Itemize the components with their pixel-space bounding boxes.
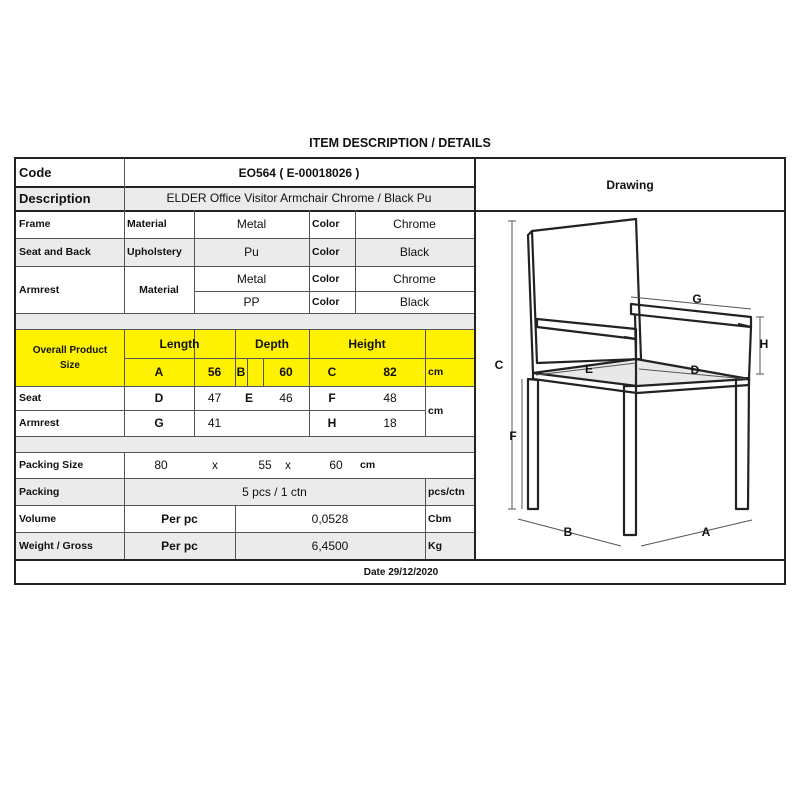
seat-dim-label: Seat bbox=[19, 392, 42, 404]
packing-size-width: 55 bbox=[258, 458, 272, 472]
volume-value: 0,0528 bbox=[311, 511, 349, 526]
frame-color: Chrome bbox=[393, 217, 436, 231]
seat-f-label: F bbox=[328, 391, 336, 405]
armrest-color-label-2: Color bbox=[312, 296, 340, 308]
overall-c-label: C bbox=[327, 365, 337, 379]
seat-back-upholstery: Pu bbox=[244, 245, 259, 259]
overall-a-value: 56 bbox=[207, 365, 222, 379]
seat-back-label: Seat and Back bbox=[19, 246, 91, 258]
armrest-color-1: Chrome bbox=[393, 271, 436, 286]
dims-unit: cm bbox=[428, 405, 444, 417]
weight-unit: Kg bbox=[428, 539, 442, 552]
spec-sheet bbox=[14, 157, 786, 585]
volume-basis: Per pc bbox=[161, 511, 198, 526]
armrest-material-2: PP bbox=[243, 295, 260, 309]
armrest-h-label: H bbox=[327, 416, 337, 430]
packing-size-x2: x bbox=[285, 458, 291, 472]
weight-basis: Per pc bbox=[161, 538, 198, 553]
drawing-label-f: F bbox=[509, 429, 517, 443]
drawing-label-h: H bbox=[759, 337, 769, 351]
armrest-color-label-1: Color bbox=[312, 272, 340, 285]
armrest-h-value: 18 bbox=[383, 416, 397, 430]
depth-header: Depth bbox=[255, 336, 289, 351]
armrest-dim-label: Armrest bbox=[19, 417, 60, 429]
frame-color-label: Color bbox=[312, 218, 340, 230]
weight-label: Weight / Gross bbox=[19, 539, 93, 552]
drawing-label-g: G bbox=[692, 292, 702, 306]
seat-back-color-label: Color bbox=[312, 246, 340, 258]
seat-back-color: Black bbox=[399, 245, 430, 259]
packing-size-label: Packing Size bbox=[19, 459, 84, 471]
height-header: Height bbox=[348, 336, 386, 351]
overall-unit: cm bbox=[428, 366, 444, 378]
frame-attr: Material bbox=[127, 218, 167, 230]
drawing-label-c: C bbox=[494, 358, 504, 372]
packing-size-x1: x bbox=[212, 458, 218, 472]
document-date: Date 29/12/2020 bbox=[363, 566, 439, 578]
seat-back-attr: Upholstery bbox=[127, 246, 182, 258]
seat-d-label: D bbox=[154, 391, 164, 405]
armrest-attr: Material bbox=[139, 283, 179, 296]
drawing-label-b: B bbox=[563, 525, 573, 539]
packing-value: 5 pcs / 1 ctn bbox=[242, 484, 307, 499]
overall-b-label: B bbox=[236, 365, 246, 379]
overall-a-label: A bbox=[154, 365, 164, 379]
seat-f-value: 48 bbox=[383, 391, 397, 405]
packing-size-height: 60 bbox=[329, 458, 343, 472]
overall-size-label: Overall Product Size bbox=[32, 344, 108, 371]
description-label: Description bbox=[19, 190, 91, 206]
armrest-color-2: Black bbox=[399, 295, 430, 309]
packing-label: Packing bbox=[19, 485, 60, 498]
overall-c-value: 82 bbox=[383, 365, 397, 379]
code-value: EO564 ( E-00018026 ) bbox=[238, 165, 360, 180]
armrest-material-1: Metal bbox=[236, 271, 267, 286]
seat-d-value: 47 bbox=[207, 391, 222, 405]
armrest-g-label: G bbox=[154, 416, 164, 430]
drawing-label-e: E bbox=[584, 362, 593, 376]
armrest-g-value: 41 bbox=[207, 416, 222, 430]
volume-label: Volume bbox=[19, 512, 57, 525]
drawing-label-d: D bbox=[690, 363, 700, 377]
armrest-label: Armrest bbox=[19, 283, 60, 296]
chair-drawing bbox=[16, 159, 786, 559]
packing-size-unit: cm bbox=[360, 459, 376, 471]
weight-value: 6,4500 bbox=[311, 538, 349, 553]
description-value: ELDER Office Visitor Armchair Chrome / Black Pu bbox=[166, 191, 432, 205]
frame-label: Frame bbox=[19, 218, 51, 230]
document-title: ITEM DESCRIPTION / DETAILS bbox=[309, 136, 491, 150]
overall-b-value: 60 bbox=[279, 365, 293, 379]
volume-unit: Cbm bbox=[428, 512, 452, 525]
code-label: Code bbox=[19, 165, 52, 180]
seat-e-label: E bbox=[244, 391, 253, 405]
frame-material: Metal bbox=[236, 217, 267, 231]
drawing-label-a: A bbox=[701, 525, 711, 539]
seat-e-value: 46 bbox=[279, 391, 293, 405]
packing-size-length: 80 bbox=[154, 458, 168, 472]
drawing-label: Drawing bbox=[606, 177, 654, 192]
length-header: Length bbox=[159, 336, 200, 351]
packing-unit: pcs/ctn bbox=[428, 485, 465, 498]
